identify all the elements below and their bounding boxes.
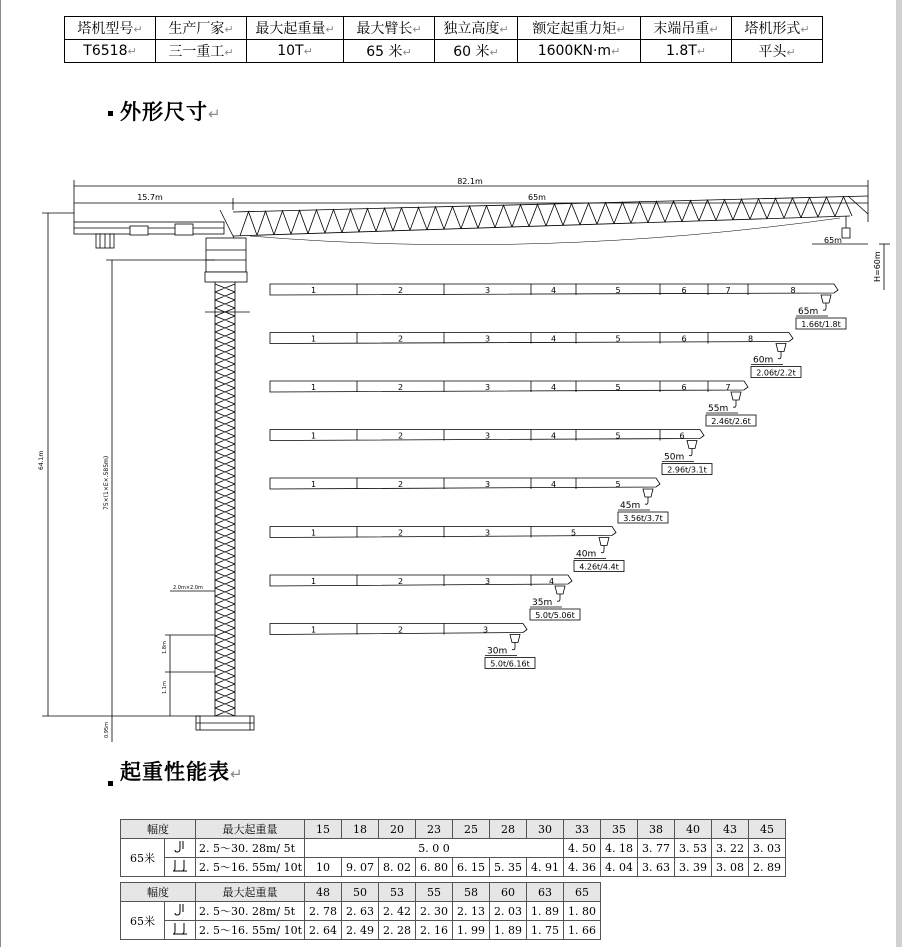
load-cell: 2. 28 [379,921,416,940]
section-number: 5 [615,334,621,344]
height-dimensions [38,213,215,742]
perf2-header-row [121,883,601,902]
spec-value-text: 1600KN·m [537,43,612,59]
section-number: 4 [550,431,557,441]
load-cell: 2. 30 [416,902,453,921]
section-number: 6 [681,383,687,392]
jib-length-text: 30m [487,646,508,657]
jib-bar [270,527,616,538]
section-number: 1 [310,480,317,489]
spec-value-text: 1.8T [665,43,697,59]
mast-height-label: 75×(1×E×.585m) [103,455,110,510]
load-text: 2.06t/2.2t [756,368,796,378]
load-cell: 3. 63 [638,858,675,877]
hook-icon [687,441,697,456]
jib-length-text: 65m [798,307,819,317]
section-number: 2 [397,334,404,344]
radius-cell: 20 [379,820,416,839]
return-mark: ↵ [696,45,707,58]
load-cell: 2. 78 [305,902,342,921]
overall-dimension [74,177,868,222]
spec-value-text: T6518 [83,43,128,59]
section-number: 7 [725,383,731,392]
radius-cell: 58 [453,883,490,902]
radius-cell: 53 [379,883,416,902]
load-cell: 2. 13 [453,902,490,921]
section-number: 4 [550,480,557,489]
section-number: 3 [484,528,491,538]
section-number: 1 [310,286,317,295]
section-number: 1 [310,383,317,392]
spec-value-text: 65 米 [366,44,403,60]
section-number: 8 [790,286,796,295]
section-number: 3 [484,334,491,344]
return-mark: ↵ [499,23,509,36]
radius-cell: 25 [453,820,490,839]
load-cell: 10 [305,858,342,877]
load-cell: 2. 63 [342,902,379,921]
jib-config [270,478,668,523]
jib-config [270,430,712,475]
load-cell: 3. 39 [675,858,712,877]
perf2-row-double [121,921,601,940]
spec-value-text: 三一重工 [168,44,225,60]
section-number: 2 [397,480,404,489]
section-number: 6 [679,431,685,441]
jib-bar [270,333,793,344]
section-number: 3 [484,383,491,392]
section-number: 4 [548,577,555,586]
jib-config [270,381,756,426]
return-mark: ↵ [224,23,234,36]
load-cell: 2. 49 [342,921,379,940]
load-text: 3.56t/3.7t [623,514,663,523]
section-number: 2 [397,625,404,635]
load-cell: 4. 91 [527,858,564,877]
section-number: 5 [615,383,621,392]
spec-value-text: 10T [277,43,304,59]
section-number: 2 [397,383,404,392]
return-mark: ↵ [402,46,412,59]
base-lower-label: 0.95m [104,721,110,738]
radius-cell: 65 [564,883,601,902]
return-mark: ↵ [208,105,222,123]
height-label: H=60m [873,251,882,282]
jib-length-label: 65m [528,193,546,202]
hook-icon [599,538,609,553]
radius-cell: 15 [305,820,342,839]
jib-length-text: 50m [664,452,685,463]
section-number: 5 [615,286,621,295]
row-label: 2. 5～30. 28m/ 5t [196,839,305,858]
section-number: 7 [725,286,731,295]
load-cell: 5. 35 [490,858,527,877]
section-number: 2 [397,286,404,295]
load-cell: 3. 03 [749,839,786,858]
hook-icon [776,344,786,359]
spec-value-text: 60 米 [453,44,490,60]
return-mark: ↵ [325,23,335,36]
performance-table-2 [120,882,601,940]
radius-cell: 60 [490,883,527,902]
load-cell: 2. 42 [379,902,416,921]
load-cell: 3. 22 [712,839,749,858]
max-load-header: 最大起重量 [196,820,305,839]
return-mark: ↵ [303,45,313,58]
spec-header-text: 最大起重量 [255,21,326,37]
section-number: 3 [484,480,491,489]
section-number: 3 [484,431,491,441]
jib-configurations [270,284,846,669]
radius-cell: 45 [749,820,786,839]
hook-icon [643,489,653,504]
load-text: 5.0t/5.06t [535,611,575,620]
radius-cell: 28 [490,820,527,839]
radius-cell: 38 [638,820,675,839]
section-number: 3 [484,286,491,295]
section-number: 1 [310,528,317,538]
jib-tip-dimension [812,236,890,290]
hook-icon [555,586,565,601]
perf2-row-single [121,902,601,921]
return-mark: ↵ [709,23,719,36]
sub-dimension [74,193,868,210]
section-number: 1 [310,334,317,344]
load-text: 1.66t/1.8t [801,320,841,329]
spec-header-text: 塔机形式 [744,21,801,37]
load-cell: 6. 15 [453,858,490,877]
radius-cell: 43 [712,820,749,839]
load-text: 2.46t/2.6t [711,417,751,426]
base-upper-label: 1.8m [162,641,168,654]
return-mark: ↵ [616,23,626,36]
load-text: 5.0t/6.16t [490,659,530,669]
load-cell: 4. 36 [564,858,601,877]
spec-header-text: 塔机型号 [77,21,134,37]
section-number: 2 [397,577,404,586]
perf1-header-row [121,820,786,839]
spec-value-text: 平头 [758,44,787,60]
section-number: 1 [310,625,317,635]
single-hook-icon [164,902,195,921]
jib-config [270,284,846,329]
section-number: 3 [484,577,491,586]
return-mark: ↵ [133,23,143,36]
return-mark: ↵ [127,45,137,58]
load-cell: 1. 75 [527,921,564,940]
spec-header-text: 额定起重力矩 [532,21,617,37]
radius-cell: 23 [416,820,453,839]
mast-section-label: 2.0m×2.0m [173,585,203,591]
base-mid-label: 1.1m [162,681,168,694]
load-cell: 1. 80 [564,902,601,921]
total-height-label: 64.1m [38,450,45,470]
section-number: 5 [615,480,621,489]
section-number: 5 [570,528,577,538]
counter-jib-label: 15.7m [137,193,163,202]
jib-length-cell: 65米 [121,902,165,940]
load-text: 4.26t/4.4t [579,562,619,572]
row-label: 2. 5～16. 55m/ 10t [196,921,305,940]
hook-icon [821,295,831,310]
spec-header-text: 最大臂长 [356,21,413,37]
load-cell: 3. 53 [675,839,712,858]
radius-header: 幅度 [121,820,196,839]
load-cell: 2. 03 [490,902,527,921]
load-cell: 9. 07 [342,858,379,877]
radius-cell: 63 [527,883,564,902]
jib-length-text: 40m [576,549,597,560]
section-number: 2 [397,528,404,538]
return-mark: ↵ [224,46,234,59]
spec-header-text: 独立高度 [443,21,500,37]
section-number: 1 [310,577,317,586]
jib-length-text: 60m [753,355,774,366]
section-number: 4 [550,334,557,344]
load-cell: 3. 77 [638,839,675,858]
spec-header-text: 生产厂家 [168,21,225,37]
perf1-row-single [121,839,786,858]
load-cell: 1. 99 [453,921,490,940]
double-hook-icon [164,858,195,877]
perf1-row-double [121,858,786,877]
section-number: 8 [747,334,754,344]
spec-header-text: 末端吊重 [653,21,710,37]
jib-config [270,624,535,669]
load-cell: 2. 16 [416,921,453,940]
jib-length-text: 45m [620,501,641,511]
load-cell-merged: 5. 0 0 [305,839,564,858]
jib-length-text: 35m [532,598,553,608]
performance-title: 起重性能表 [120,760,230,784]
performance-table-1 [120,819,786,877]
jib-bar [270,381,748,392]
load-cell: 8. 02 [379,858,416,877]
jib-config [270,333,801,378]
load-cell: 6. 80 [416,858,453,877]
single-hook-icon [164,839,195,858]
section-number: 3 [482,625,489,635]
return-mark: ↵ [611,45,621,58]
max-load-header: 最大起重量 [196,883,305,902]
load-cell: 4. 18 [601,839,638,858]
double-hook-icon [164,921,195,940]
section-number: 4 [550,383,557,392]
load-cell: 4. 04 [601,858,638,877]
load-text: 2.96t/3.1t [667,465,707,475]
total-length-label: 82.1m [457,177,483,186]
hook-icon [731,392,741,407]
radius-header: 幅度 [121,883,196,902]
load-cell: 1. 89 [490,921,527,940]
mast [196,282,254,730]
radius-cell: 35 [601,820,638,839]
jib-length-cell: 65米 [121,839,165,877]
return-mark: ↵ [800,23,810,36]
return-mark: ↵ [412,23,422,36]
row-label: 2. 5～16. 55m/ 10t [196,858,305,877]
section-number: 6 [681,334,687,344]
load-cell: 4. 50 [564,839,601,858]
return-mark: ↵ [489,46,499,59]
load-cell: 1. 66 [564,921,601,940]
section-number: 2 [397,431,404,441]
radius-cell: 50 [342,883,379,902]
jib-config [270,575,580,620]
radius-cell: 48 [305,883,342,902]
jib-config [270,527,624,572]
jib-tip-label: 65m [824,236,842,245]
hook-icon [510,635,520,650]
load-cell: 2. 89 [749,858,786,877]
radius-cell: 33 [564,820,601,839]
jib-bar [270,478,660,489]
return-mark: ↵ [786,46,796,59]
load-cell: 1. 89 [527,902,564,921]
load-cell: 3. 08 [712,858,749,877]
radius-cell: 18 [342,820,379,839]
radius-cell: 30 [527,820,564,839]
return-mark: ↵ [230,765,244,783]
section-number: 6 [681,286,687,295]
radius-cell: 40 [675,820,712,839]
load-cell: 2. 64 [305,921,342,940]
counter-jib [74,222,224,248]
section-number: 4 [550,286,557,295]
performance-heading [108,756,244,786]
bullet-icon [108,781,113,786]
section-number: 1 [310,431,317,441]
dimensions-title: 外形尺寸 [120,100,208,124]
radius-cell: 55 [416,883,453,902]
section-number: 5 [615,431,621,441]
jib-length-text: 55m [708,404,729,414]
row-label: 2. 5～30. 28m/ 5t [196,902,305,921]
